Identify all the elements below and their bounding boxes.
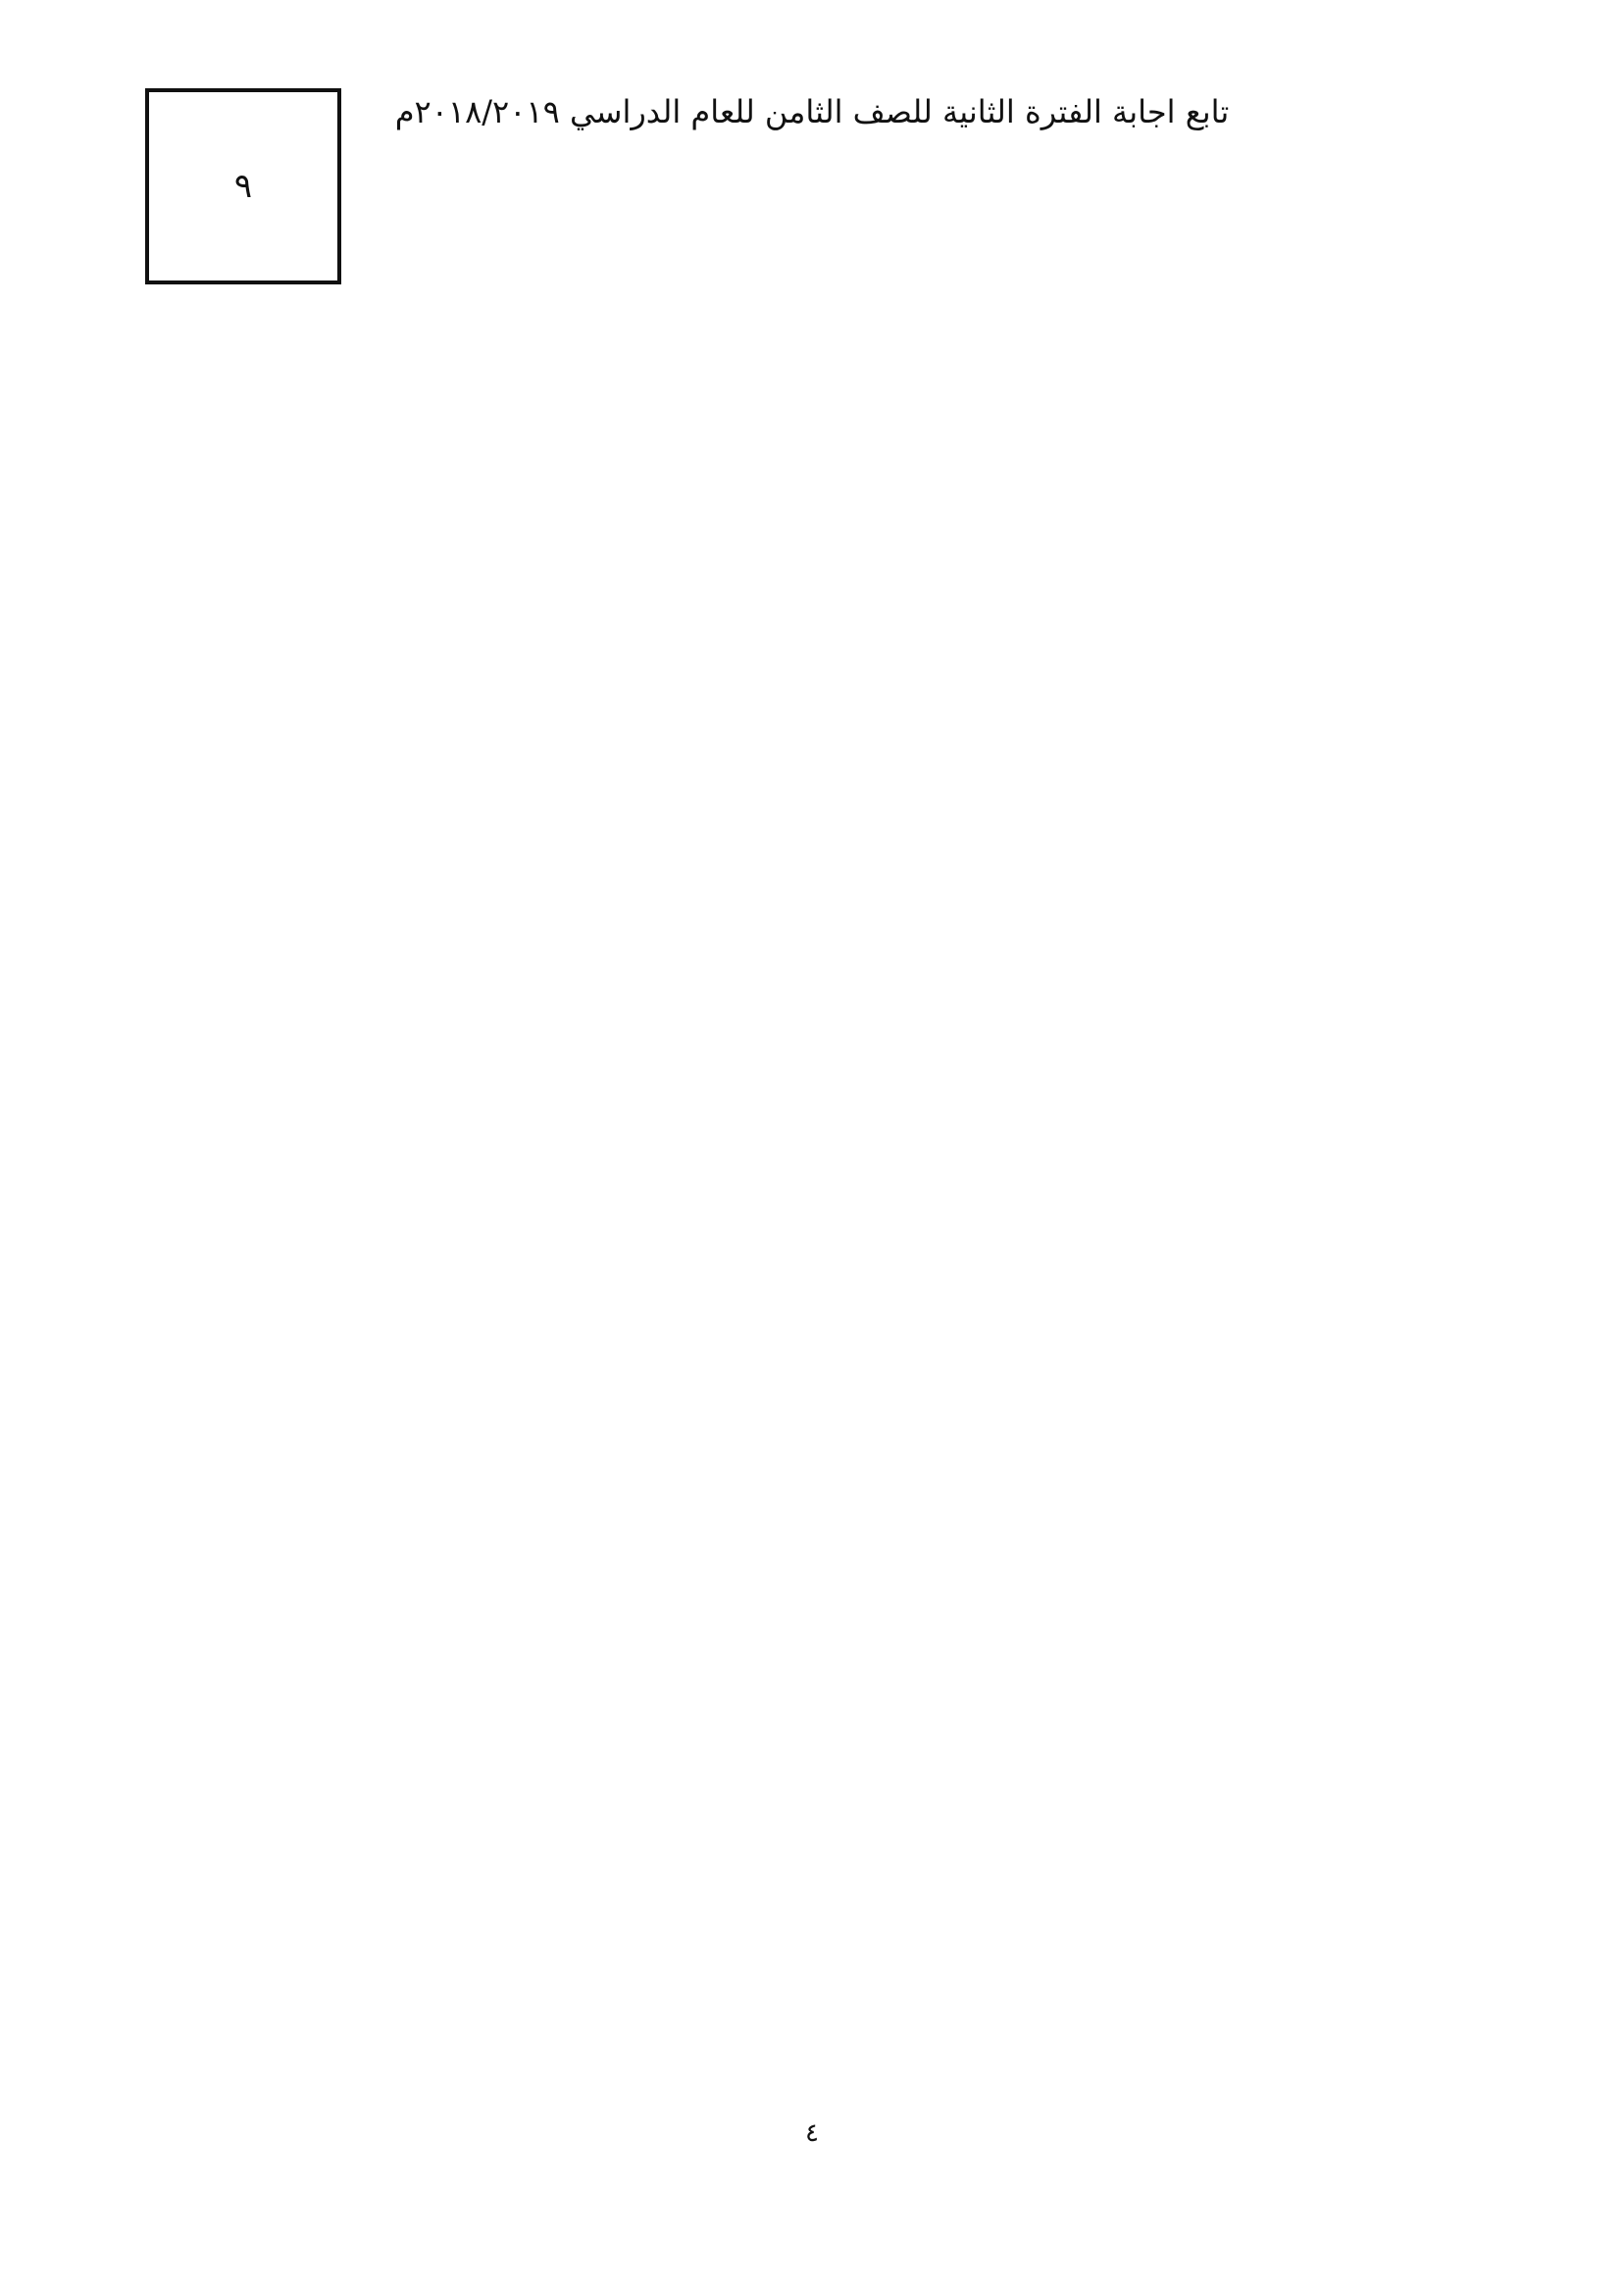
page-footer-number: ٤ [805, 2118, 819, 2148]
page-number-box-value: ٩ [233, 167, 253, 206]
document-header: تابع اجابة الفترة الثانية للصف الثامن للعام الدراسي ٢٠١٨/٢٠١٩م [394, 93, 1230, 130]
page-number-box [145, 88, 341, 284]
